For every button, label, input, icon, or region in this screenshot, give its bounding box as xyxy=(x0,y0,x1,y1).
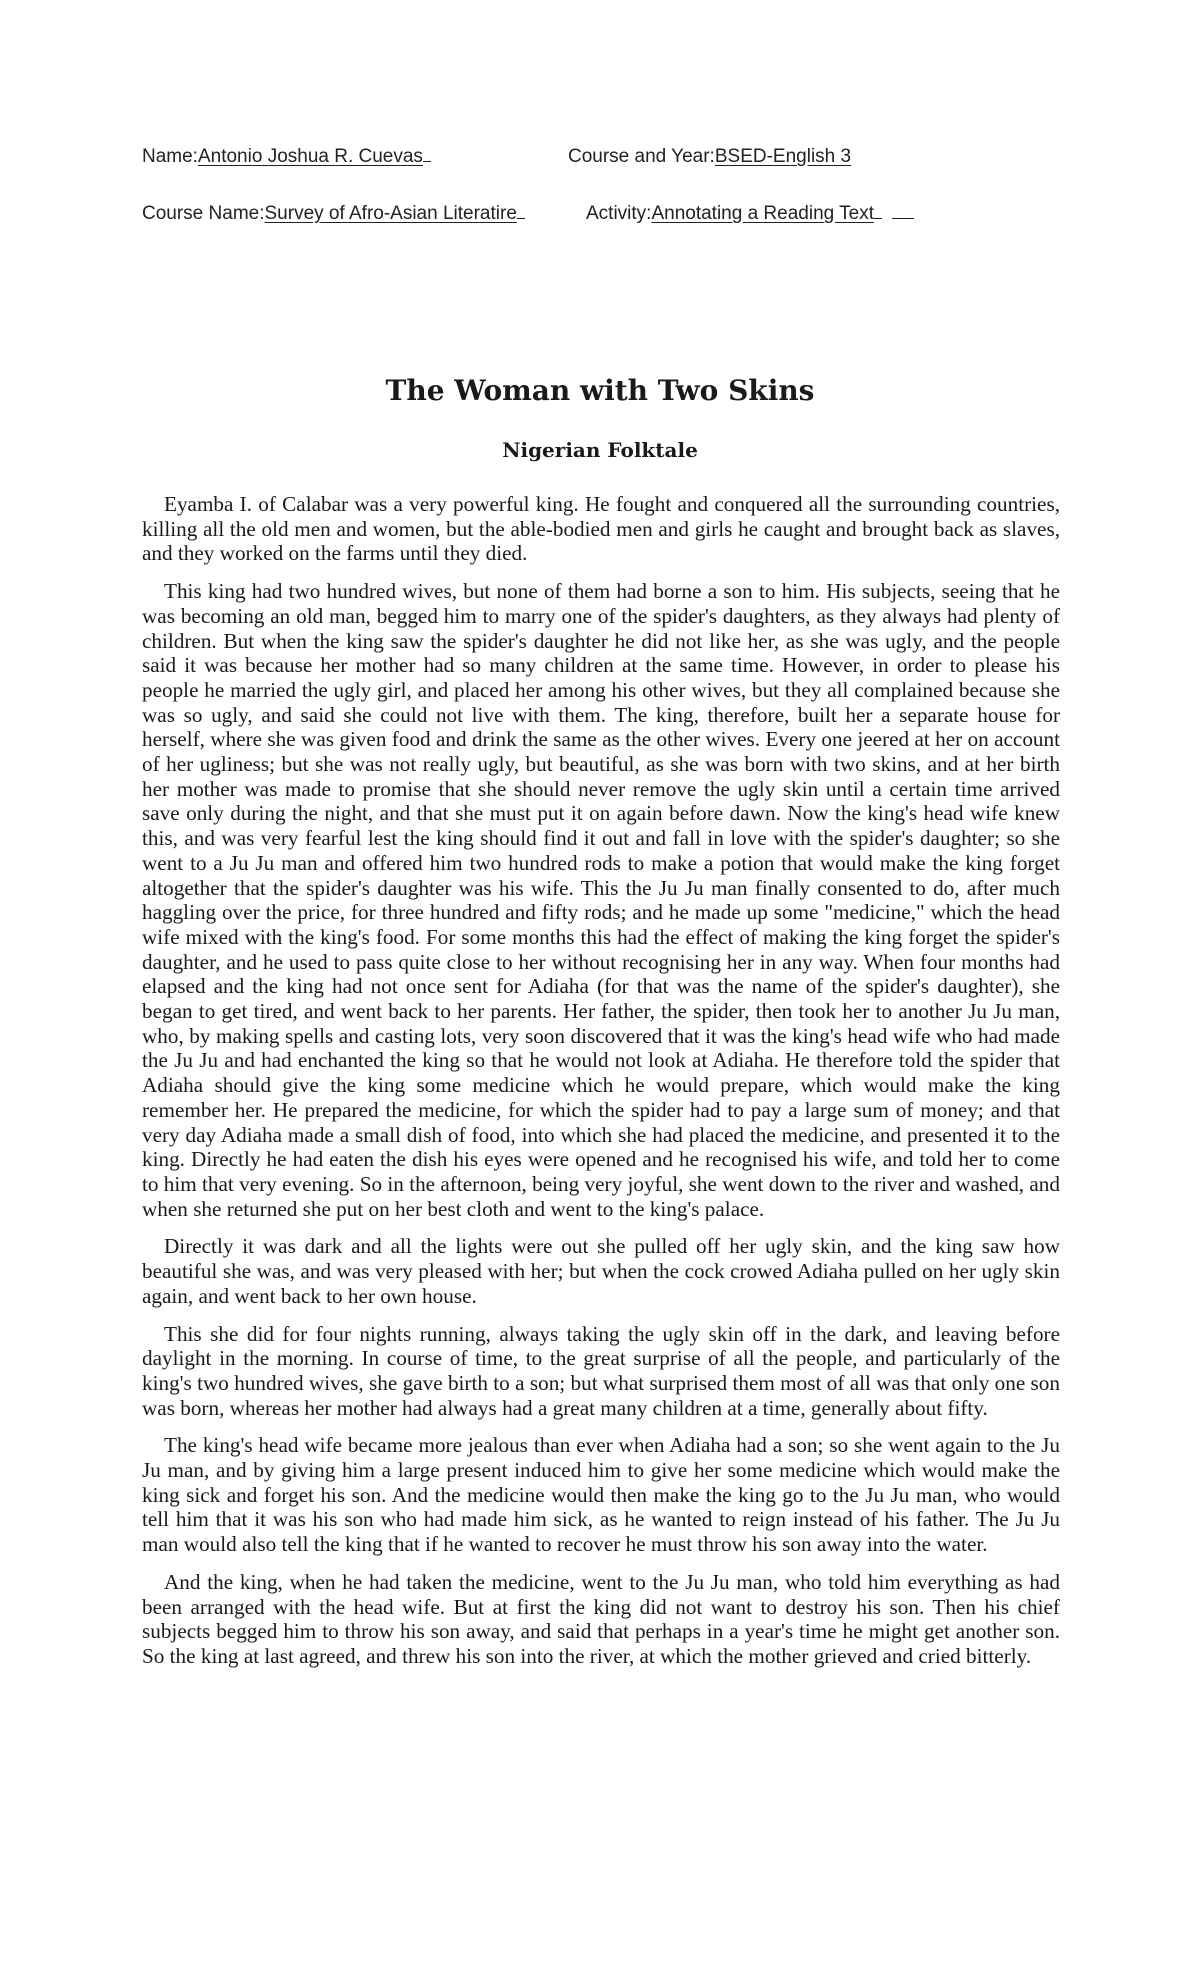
name-value: Antonio Joshua R. Cuevas xyxy=(197,146,423,167)
course-year-value: BSED-English 3 xyxy=(714,146,852,167)
story-subtitle: Nigerian Folktale xyxy=(502,438,698,462)
course-year-field xyxy=(568,146,851,168)
activity-label: Activity: xyxy=(586,203,652,224)
course-name-underline xyxy=(517,203,525,219)
activity-field xyxy=(586,203,914,225)
story-paragraph: This she did for four nights running, always taking the ugly skin off in the dark, and leaving before daylight in the morning. In course of time, to the great surprise of all the people, and particularly of the king's two hundred wives, she gave birth to a son; but what surprised them most of all was that only one son was born, whereas her mother had always had a great many children at a time, generally about fifty. xyxy=(142,1321,1060,1420)
story-body xyxy=(142,492,1060,1682)
story-paragraph: And the king, when he had taken the medicine, went to the Ju Ju man, who told him everything as had been arranged with the head wife. But at first the king did not want to destroy his son. Then his chief subjects begged him to throw his son away, and said that perhaps in a year's time he might get another son. So the king at last agreed, and threw his son into the river, at which the mother grieved and cried bitterly. xyxy=(142,1569,1060,1668)
story-paragraph: Eyamba I. of Calabar was a very powerful king. He fought and conquered all the surrounding countries, killing all the old men and women, but the able-bodied men and girls he caught and brought back as slaves, and they worked on the farms until they died. xyxy=(142,492,1060,566)
story-title: The Woman with Two Skins xyxy=(385,374,815,407)
activity-value: Annotating a Reading Text xyxy=(651,203,874,224)
name-label: Name: xyxy=(142,146,198,167)
name-field xyxy=(142,146,431,168)
story-paragraph: The king's head wife became more jealous than ever when Adiaha had a son; so she went again to the Ju Ju man, and by giving him a large present induced him to give her some medicine which would make the king sick and forget his son. And the medicine would then make the king go to the Ju Ju man, who would tell him that it was his son who had made him sick, as he wanted to reign instead of his father. The Ju Ju man would also tell the king that if he wanted to recover he must throw his son away into the water. xyxy=(142,1433,1060,1557)
course-year-label: Course and Year: xyxy=(568,146,715,167)
story-paragraph: Directly it was dark and all the lights were out she pulled off her ugly skin, and the king saw how beautiful she was, and was very pleased with her; but when the cock crowed Adiaha pulled on her ugly skin again, and went back to her own house. xyxy=(142,1234,1060,1308)
course-name-field xyxy=(142,203,525,225)
story-paragraph: This king had two hundred wives, but none of them had borne a son to him. His subjects, seeing that he was becoming an old man, begged him to marry one of the spider's daughters, as they always had plenty of children. But when the king saw the spider's daughter he did not like her, as she was ugly, and the people said it was because her mother had so many children at the same time. However, in order to please his people he married the ugly girl, and placed her among his other wives, but they all complained because she was so ugly, and said she could not live with them. The king, therefore, built her a separate house for herself, where she was given food and drink the same as the other wives. Every one jeered at her on account of her ugliness; but she was not really ugly, but beautiful, as she was born with two skins, and at her birth her mother was made to promise that she should never remove the ugly skin until a certain time arrived save only during the night, and that she must put it on again before dawn. Now the king's head wife knew this, and was very fearful lest the king should find it out and fall in love with the spider's daughter; so she went to a Ju Ju man and offered him two hundred rods to make a potion that would make the king forget altogether that the spider's daughter was his wife. This the Ju Ju man finally consented to do, after much haggling over the price, for three hundred and fifty rods; and he made up some "medicine," which the head wife mixed with the king's food. For some months this had the effect of making the king forget the spider's daughter, and he used to pass quite close to her without recognising her in any way. When four months had elapsed and the king had not once sent for Adiaha (for that was the name of the spider's daughter), she began to get tired, and went back to her parents. Her father, the spider, then took her to another Ju Ju man, who, by making spells and casting lots, very soon discovered that it was the king's head wife who had made the Ju Ju and had enchanted the king so that he would not look at Adiaha. He therefore told the spider that Adiaha should give the king some medicine which he would prepare, which would make the king remember her. He prepared the medicine, for which the spider had to pay a large sum of money; and that very day Adiaha made a small dish of food, into which she had placed the medicine, and presented it to the king. Directly he had eaten the dish his eyes were opened and he recognised his wife, and told her to come to him that very evening. So in the afternoon, being very joyful, she went down to the river and washed, and when she returned she put on her best cloth and went to the king's palace. xyxy=(142,579,1060,1221)
course-name-label: Course Name: xyxy=(142,203,265,224)
activity-trailing-line xyxy=(892,203,914,219)
activity-underline xyxy=(874,203,882,219)
course-name-value: Survey of Afro-Asian Literatire xyxy=(264,203,517,224)
name-underline xyxy=(423,146,431,162)
